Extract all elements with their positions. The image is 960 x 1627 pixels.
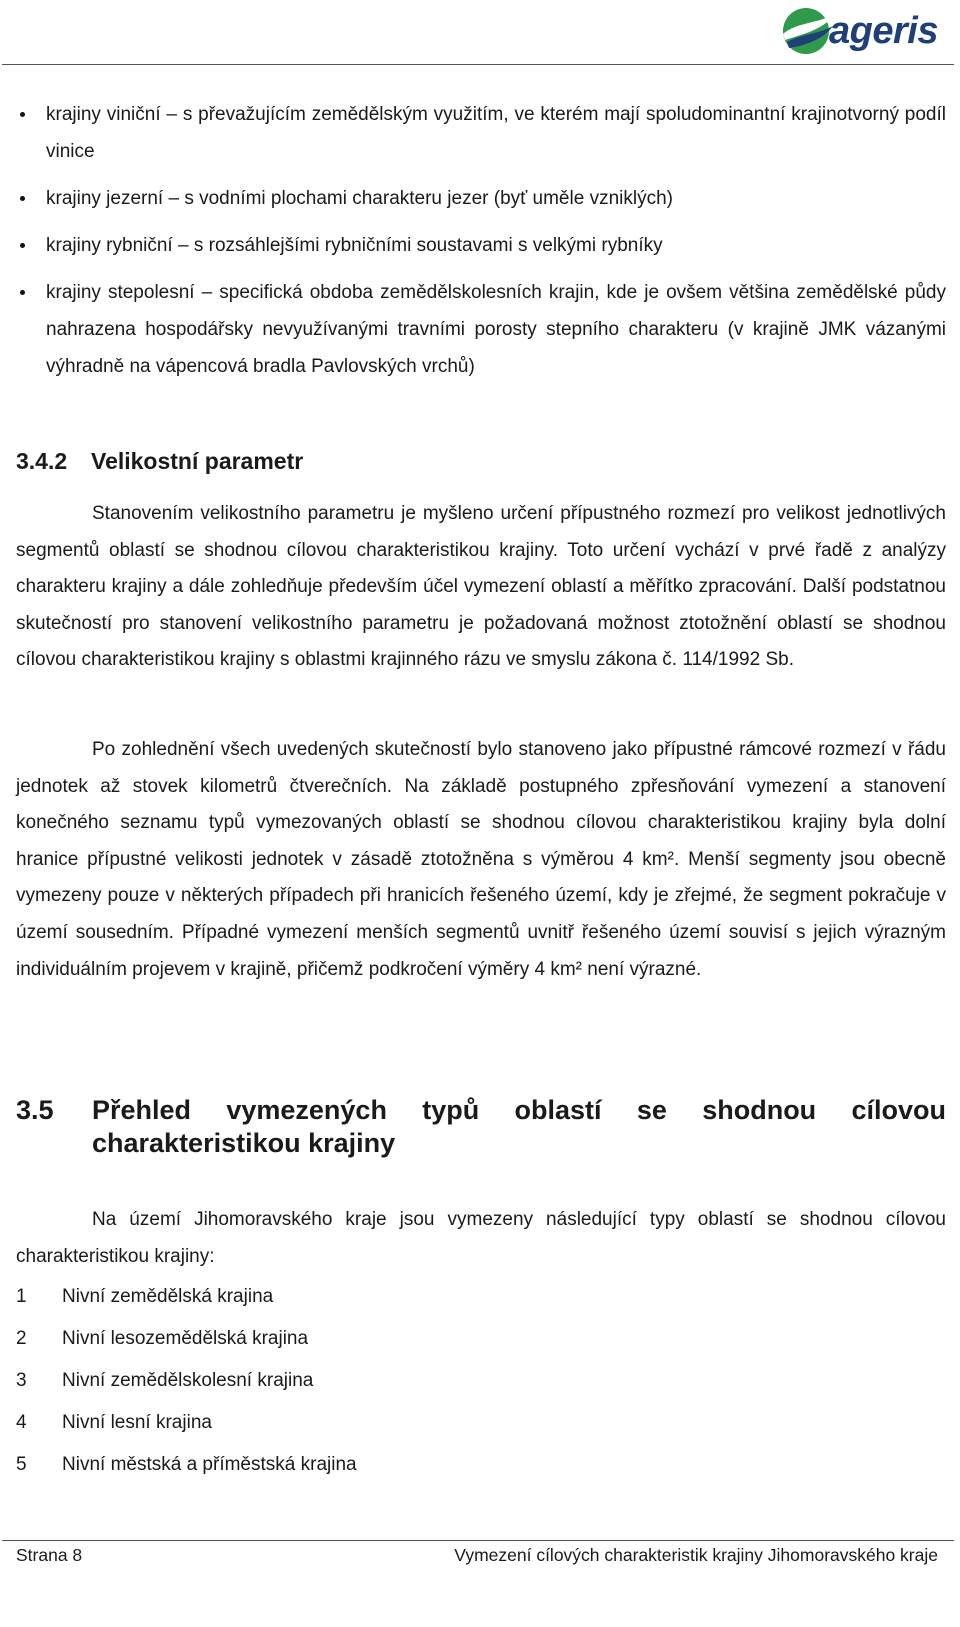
list-item-label: Nivní městská a příměstská krajina [62,1454,357,1475]
ageris-logo-text: ageris [829,9,938,52]
bullet-item-rybnicni: krajiny rybniční – s rozsáhlejšími rybničními soustavami s velkými rybníky [46,227,946,264]
section-heading-3-4-2 [16,446,303,476]
paragraph-velikostni-1: Stanovením velikostního parametru je myšleno určení přípustného rozmezí pro velikost jednotlivých segmentů oblastí se shodnou cílovou charakteristikou krajiny. Toto určení vychází v prvé řadě z analýzy charakteru krajiny a dále zohledňuje především účel vymezení oblastí a měřítko zpracování. Další podstatnou skutečností pro stanovení velikostního parametru je požadovaná možnost ztotožnění oblastí se shodnou cílovou charakteristikou krajiny s oblastmi krajinného rázu ve smyslu zákona č. 114/1992 Sb. [16,503,946,671]
footer-page-number: Strana 8 [16,1545,83,1565]
paragraph-prehled-intro: Na území Jihomoravského kraje jsou vymezeny následující typy oblastí se shodnou cílovou charakteristikou krajiny: [16,1209,946,1267]
list-item-number: 1 [16,1286,27,1307]
page-header [0,0,960,66]
list-item-label: Nivní lesozemědělská krajina [62,1328,309,1349]
numbered-types-list [16,1282,616,1492]
list-item [16,1366,616,1408]
list-item [16,1282,616,1324]
bullet-item-jezerni: krajiny jezerní – s vodními plochami charakteru jezer (byť uměle vzniklých) [46,180,946,217]
list-item [16,1450,616,1492]
section-number: 3.5 [16,1095,54,1125]
list-item-number: 5 [16,1454,27,1475]
section-title: Velikostní parametr [91,448,304,474]
section-heading-3-5 [16,1094,946,1160]
bullet-item-stepolesni: krajiny stepolesní – specifická obdoba zemědělskolesních krajin, kde je ovšem většina zemědělské půdy nahrazena hospodářsky nevyužívanými travními porosty stepního charakteru (v krajině JMK vázanými výhradně na vápencová bradla Pavlovských vrchů) [46,274,946,385]
list-item-label: Nivní zemědělskolesní krajina [62,1370,314,1391]
landscape-types-bullet-list [46,96,946,395]
ageris-logo [779,2,938,58]
list-item-label: Nivní lesní krajina [62,1412,212,1433]
section-number: 3.4.2 [16,448,68,474]
bullet-item-vinicni: krajiny viniční – s převažujícím zemědělským využitím, ve kterém mají spoludominantní krajinotvorný podíl vinice [46,96,946,170]
list-item-label: Nivní zemědělská krajina [62,1286,274,1307]
header-divider [2,64,954,65]
paragraph-velikostni-2: Po zohlednění všech uvedených skutečností bylo stanoveno jako přípustné rámcové rozmezí v řádu jednotek až stovek kilometrů čtverečních. Na základě postupného zpřesňování vymezení a stanovení konečného seznamu typů vymezovaných oblastí se shodnou cílovou charakteristikou krajiny byla dolní hranice přípustné velikosti jednotek v zásadě ztotožněna s výměrou 4 km². Menší segmenty jsou obecně vymezeny pouze v některých případech při hranicích řešeného území, kdy je zřejmé, že segment pokračuje v území sousedním. Případné vymezení menších segmentů uvnitř řešeného území souvisí s jejich výrazným individuálním projevem v krajině, přičemž podkročení výměry 4 km² není výrazné. [16,739,946,980]
list-item-number: 4 [16,1412,27,1433]
list-item [16,1408,616,1450]
footer-document-title: Vymezení cílových charakteristik krajiny Jihomoravského kraje [454,1545,938,1565]
list-item-number: 3 [16,1370,27,1391]
footer-divider [2,1540,954,1541]
section-title: Přehled vymezených typů oblastí se shodnou cílovou charakteristikou krajiny [92,1095,946,1158]
list-item [16,1324,616,1366]
list-item-number: 2 [16,1328,27,1349]
